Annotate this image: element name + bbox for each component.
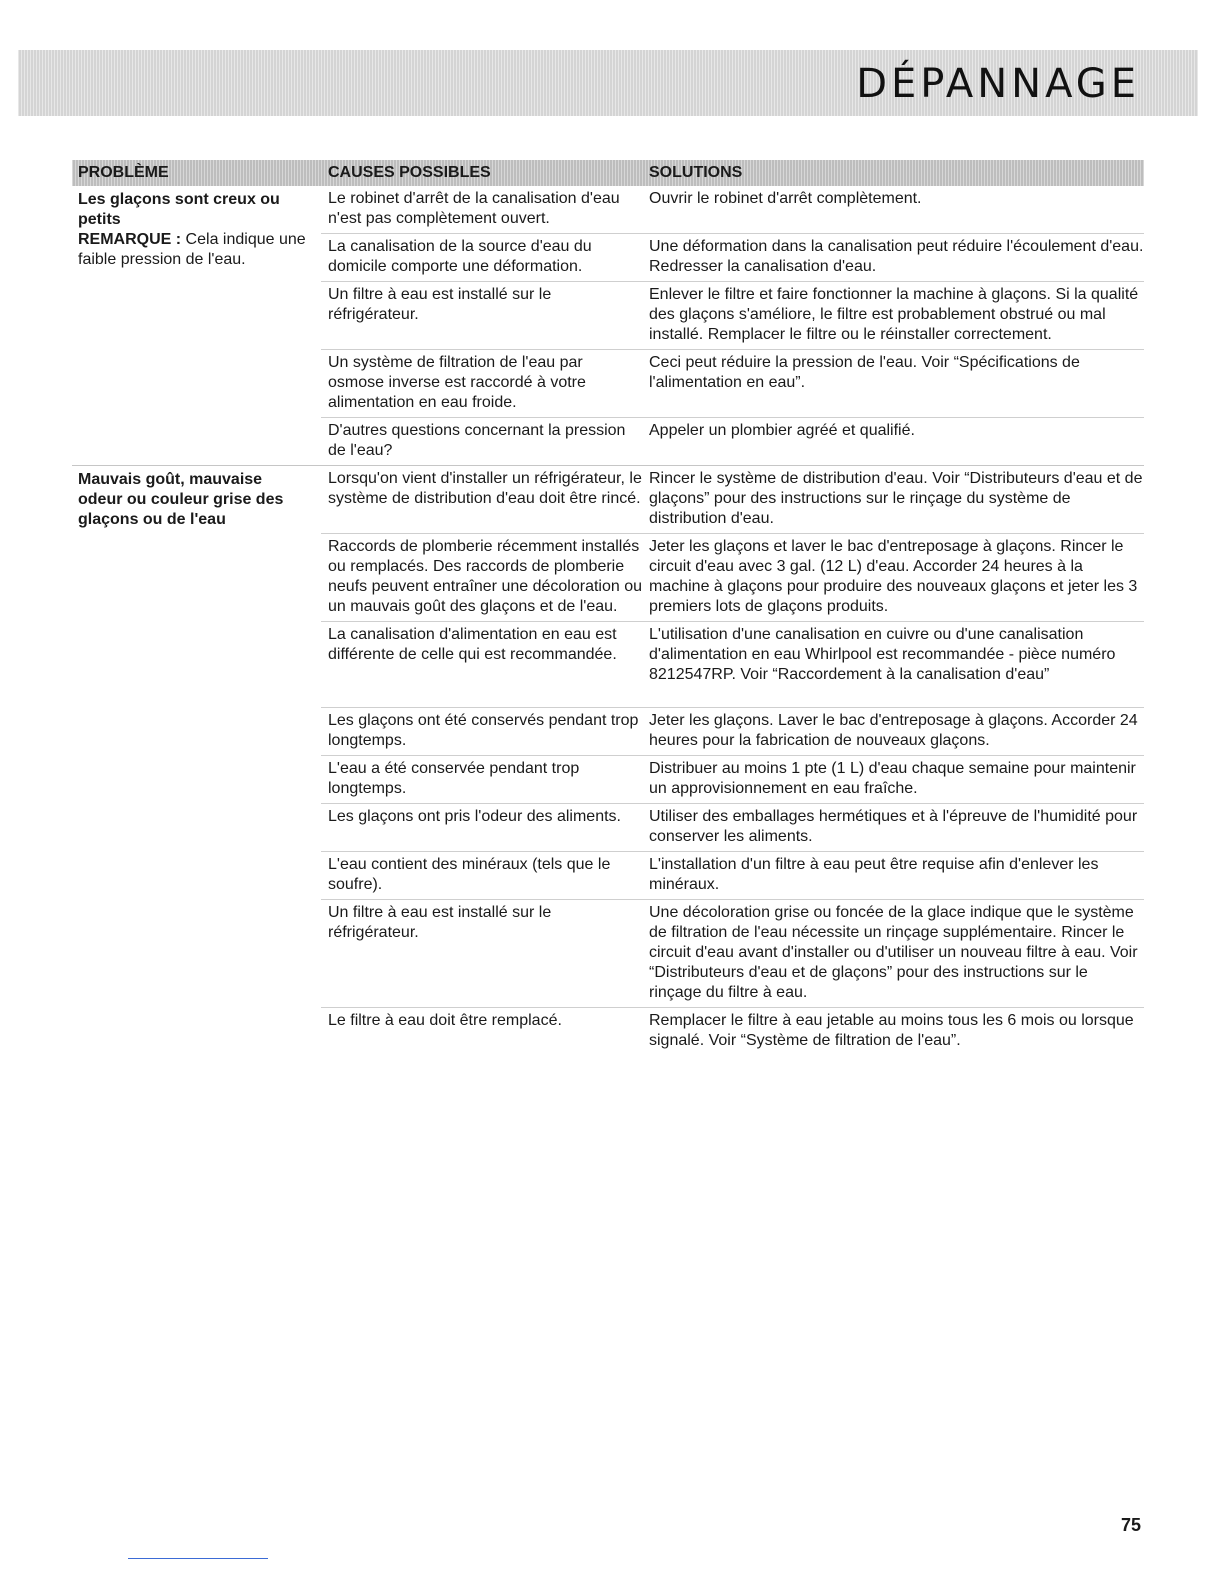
problem-cell [78,190,310,270]
cause-cell: Lorsqu'on vient d'installer un réfrigérateur, le système de distribution d'eau doit être rincé. [328,470,642,507]
section-title: DÉPANNAGE [856,61,1140,107]
table-row [321,900,1144,1008]
problem-note-text: Cela indique une faible pression de l'eau. [78,231,306,268]
cause-cell: Un filtre à eau est installé sur le réfrigérateur. [328,286,552,323]
table-row [321,708,1144,756]
table-row [321,186,1144,234]
footer-line [128,1558,268,1559]
table-row [321,756,1144,804]
header-probleme: PROBLÈME [78,164,169,181]
table-row [321,1008,1144,1055]
solution-cell: L'installation d'un filtre à eau peut être requise afin d'enlever les minéraux. [649,856,1099,893]
problem-title: Mauvais goût, mauvaise odeur ou couleur grise des glaçons ou de l'eau [78,471,284,528]
problem-group [72,186,1144,466]
cause-cell: La canalisation d'alimentation en eau est différente de celle qui est recommandée. [328,626,617,663]
troubleshooting-table [72,160,1144,1055]
section-banner [18,50,1198,116]
solution-cell: Ouvrir le robinet d'arrêt complètement. [649,190,922,207]
header-solutions: SOLUTIONS [649,164,743,181]
header-causes: CAUSES POSSIBLES [328,164,491,181]
problem-note-label: REMARQUE : [78,231,182,248]
solution-cell: Jeter les glaçons et laver le bac d'entreposage à glaçons. Rincer le circuit d'eau avec 3 gal. (12 L) d'eau. Accorder 24 heures à la machine à glaçons pour produire des nouveaux glaçons et jeter les 3 premiers lots de glaçons produits. [649,538,1138,615]
cause-cell: Un système de filtration de l'eau par osmose inverse est raccordé à votre alimentation en eau froide. [328,354,586,411]
table-row [321,534,1144,622]
solution-cell: Ceci peut réduire la pression de l'eau. Voir “Spécifications de l'alimentation en eau”. [649,354,1080,391]
solution-cell: Distribuer au moins 1 pte (1 L) d'eau chaque semaine pour maintenir un approvisionnement en eau fraîche. [649,760,1136,797]
solution-cell: Enlever le filtre et faire fonctionner la machine à glaçons. Si la qualité des glaçons s'améliore, le filtre est probablement obstrué ou mal installé. Remplacer le filtre ou le réinstaller correctement. [649,286,1139,343]
table-header [72,160,1144,186]
table-row [321,234,1144,282]
cause-cell: Raccords de plomberie récemment installés ou remplacés. Des raccords de plomberie neufs peuvent entraîner une décoloration ou un mauvais goût des glaçons et de l'eau. [328,538,643,615]
table-row [321,804,1144,852]
problem-title: Les glaçons sont creux ou petits [78,191,280,228]
cause-cell: Un filtre à eau est installé sur le réfrigérateur. [328,904,552,941]
cause-cell: D'autres questions concernant la pression de l'eau? [328,422,626,459]
table-row [321,622,1144,708]
table-row [321,418,1144,465]
solution-cell: Jeter les glaçons. Laver le bac d'entreposage à glaçons. Accorder 24 heures pour la fabrication de nouveaux glaçons. [649,712,1138,749]
cause-cell: La canalisation de la source d'eau du domicile comporte une déformation. [328,238,592,275]
problem-note [78,230,310,270]
table-row [321,350,1144,418]
solution-cell: Utiliser des emballages hermétiques et à l'épreuve de l'humidité pour conserver les aliments. [649,808,1138,845]
solution-cell: Appeler un plombier agréé et qualifié. [649,422,915,439]
page-number: 75 [1121,1515,1142,1535]
table-row [321,852,1144,900]
solution-cell: L'utilisation d'une canalisation en cuivre ou d'une canalisation d'alimentation en eau Whirlpool est recommandée - pièce numéro 8212547RP. Voir “Raccordement à la canalisation d'eau” [649,626,1116,683]
solution-cell: Une décoloration grise ou foncée de la glace indique que le système de filtration de l'eau nécessite un rinçage supplémentaire. Rincer le circuit d'eau avant d'installer ou d'utiliser un nouveau filtre à eau. Voir “Distributeurs d'eau et de glaçons” pour des instructions sur le rinçage du filtre à eau. [649,904,1138,1001]
cause-cell: L'eau contient des minéraux (tels que le soufre). [328,856,611,893]
table-row [321,282,1144,350]
table-row [321,466,1144,534]
cause-cell: Le robinet d'arrêt de la canalisation d'eau n'est pas complètement ouvert. [328,190,620,227]
problem-cell [78,470,310,530]
cause-cell: Les glaçons ont été conservés pendant trop longtemps. [328,712,639,749]
solution-cell: Rincer le système de distribution d'eau. Voir “Distributeurs d'eau et de glaçons” pour des instructions sur le rinçage du système de distribution d'eau. [649,470,1143,527]
solution-cell: Remplacer le filtre à eau jetable au moins tous les 6 mois ou lorsque signalé. Voir “Système de filtration de l'eau”. [649,1012,1134,1049]
cause-cell: Les glaçons ont pris l'odeur des aliments. [328,808,621,825]
problem-group [72,466,1144,1055]
cause-cell: L'eau a été conservée pendant trop longtemps. [328,760,580,797]
solution-cell: Une déformation dans la canalisation peut réduire l'écoulement d'eau. Redresser la canalisation d'eau. [649,238,1144,275]
cause-cell: Le filtre à eau doit être remplacé. [328,1012,562,1029]
